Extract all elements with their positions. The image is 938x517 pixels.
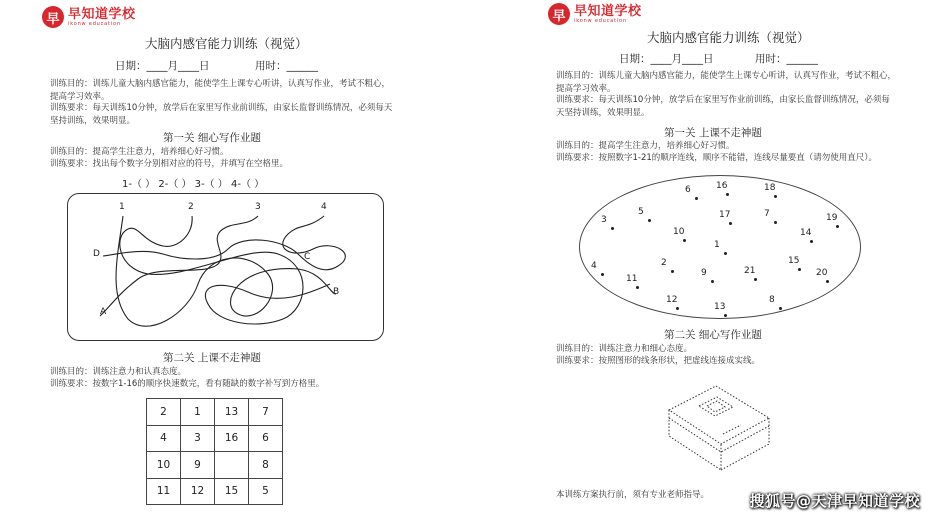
brand-logo [548,3,642,25]
dot-label-15: 15 [788,256,800,266]
dot-label-9: 9 [701,268,707,278]
dot-label-1: 1 [714,240,720,250]
connect-dots-ellipse [579,175,861,319]
dot-label-20: 20 [816,268,828,278]
intro-purpose: 训练目的：训练儿童大脑内感官能力，能使学生上课专心听讲，认真写作业，考试不粗心，提高学习效率。 [556,71,897,94]
section1-purpose: 训练目的：提高学生注意力，培养细心好习惯。 [50,147,229,157]
section2-purpose: 训练目的：训练注意力和认真态度。 [50,367,187,377]
time-field: 用时：______ [755,53,818,65]
box-inner-square-inner [707,401,725,412]
brand-name: 早知道学校 [574,3,642,19]
dot-point-15[interactable] [798,268,801,271]
grid-cell: 11 [147,478,181,505]
grid-cell: 15 [215,478,249,505]
tangled-lines-drawing [68,194,385,342]
worksheet-page-right [476,0,938,517]
dot-point-16[interactable] [726,193,729,196]
grid-cell: 4 [147,425,181,452]
section1-purpose: 训练目的：提高学生注意力，培养细心好习惯。 [556,141,735,151]
grid-cell: 10 [147,452,181,479]
dot-point-9[interactable] [711,280,714,283]
dot-point-3[interactable] [611,227,614,230]
brand-subtitle: ikonw education [68,20,121,27]
dot-label-5: 5 [638,207,644,217]
dot-label-2: 2 [661,258,667,268]
grid-row [147,478,283,505]
dot-label-8: 8 [769,295,775,305]
section2-requirement: 训练要求：按数字1-16的顺序快速数完，看有随缺的数字补写到方格里。 [50,379,325,389]
dot-point-7[interactable] [774,221,777,224]
tangled-lines-puzzle [67,193,384,341]
footer-note: 本训练方案执行前，须有专业老师指导。 [556,490,710,500]
grid-cell: 12 [181,478,215,505]
dot-point-19[interactable] [836,225,839,228]
dot-point-1[interactable] [724,252,727,255]
tangle-line-3 [100,216,258,316]
section2-requirement: 训练要求：按照图形的线条形状，把虚线连接成实线。 [556,356,761,366]
maze-label-2: 2 [188,202,194,212]
dot-point-4[interactable] [601,273,604,276]
dot-point-11[interactable] [636,286,639,289]
maze-label-3: 3 [255,202,261,212]
box-band-line [669,418,769,452]
dot-label-4: 4 [591,261,597,271]
grid-cell: 6 [249,425,283,452]
grid-cell-blank[interactable] [215,452,249,479]
dot-point-14[interactable] [810,240,813,243]
grid-cell: 3 [181,425,215,452]
number-grid [146,398,283,505]
box-inner-square-outer [699,397,733,416]
maze-label-c: C [304,252,311,262]
time-field: 用时：______ [255,60,318,72]
grid-cell: 9 [181,452,215,479]
worksheet-title: 大脑内感官能力训练（视觉） [647,30,810,45]
dot-point-21[interactable] [754,278,757,281]
grid-cell: 2 [147,399,181,426]
section1-requirement: 训练要求：找出每个数字分别相对应的符号，并填写在空格里。 [50,159,289,169]
answer-blanks: 1-（ ） 2-（ ） 3-（ ） 4-（ ） [122,179,265,190]
section1-title: 第一关 上课不走神题 [664,127,762,139]
dot-label-21: 21 [744,266,756,276]
box-slot-line [723,425,741,434]
dot-point-12[interactable] [676,307,679,310]
dot-point-2[interactable] [671,270,674,273]
dot-point-8[interactable] [779,307,782,310]
maze-label-a: A [100,307,107,317]
dot-point-18[interactable] [774,195,777,198]
dot-label-17: 17 [719,210,731,220]
grid-cell: 7 [249,399,283,426]
dot-label-7: 7 [764,209,770,219]
brand-logo-icon: 早 [548,3,570,25]
dotted-box-drawing [661,378,781,478]
section1-title: 第一关 细心写作业题 [163,132,261,144]
brand-subtitle: ikonw education [574,17,627,24]
dot-label-19: 19 [826,213,838,223]
tangle-line-1 [116,216,336,326]
dot-label-12: 12 [666,295,678,305]
section2-title: 第二关 细心写作业题 [664,329,762,341]
dot-label-16: 16 [716,181,728,191]
maze-label-d: D [93,249,100,259]
dot-point-17[interactable] [729,222,732,225]
section2-purpose: 训练目的：训练注意力和细心态度。 [556,344,693,354]
brand-name: 早知道学校 [68,6,136,22]
grid-row [147,425,283,452]
grid-cell: 13 [215,399,249,426]
dot-label-3: 3 [601,215,607,225]
grid-cell: 8 [249,452,283,479]
box-top-face [669,386,769,444]
dot-point-6[interactable] [695,197,698,200]
section2-title: 第二关 上课不走神题 [163,352,261,364]
dot-point-20[interactable] [826,280,829,283]
date-field: 日期：____月____日 [619,53,714,65]
intro-requirement: 训练要求：每天训练10分钟，放学后在家里写作业前训练，由家长监督训练情况，必须每天坚持训练，效果明显。 [556,95,890,118]
dot-label-18: 18 [764,183,776,193]
worksheet-page-left [0,0,462,517]
maze-label-b: B [333,287,340,297]
brand-logo-icon: 早 [42,6,64,28]
grid-row [147,452,283,479]
maze-label-1: 1 [119,202,125,212]
intro-purpose: 训练目的：训练儿童大脑内感官能力，能使学生上课专心听讲，认真写作业，考试不粗心，提高学习效率。 [50,79,391,102]
dot-label-14: 14 [800,228,812,238]
maze-label-4: 4 [321,202,327,212]
brand-logo [42,6,136,28]
dot-label-11: 11 [626,274,638,284]
grid-cell: 16 [215,425,249,452]
box-left-face [669,410,721,470]
grid-row [147,399,283,426]
dot-point-5[interactable] [648,219,651,222]
worksheet-title: 大脑内感官能力训练（视觉） [145,36,308,51]
date-field: 日期：____月____日 [115,60,210,72]
tangle-line-2 [120,216,330,324]
intro-requirement: 训练要求：每天训练10分钟，放学后在家里写作业前训练，由家长监督训练情况，必须每天坚持训练，效果明显。 [50,103,393,126]
box-right-face [721,418,769,470]
source-watermark: 搜狐号@天津早知道学校 [749,492,920,510]
dot-point-10[interactable] [683,239,686,242]
dot-label-13: 13 [714,302,726,312]
section1-requirement: 训练要求：按照数字1-21的顺序连线，顺序不能错，连线尽量要直（请勿使用直尺）。 [556,153,878,163]
dot-label-6: 6 [685,185,691,195]
dot-label-10: 10 [673,227,685,237]
grid-cell: 1 [181,399,215,426]
dot-point-13[interactable] [724,314,727,317]
grid-cell: 5 [249,478,283,505]
